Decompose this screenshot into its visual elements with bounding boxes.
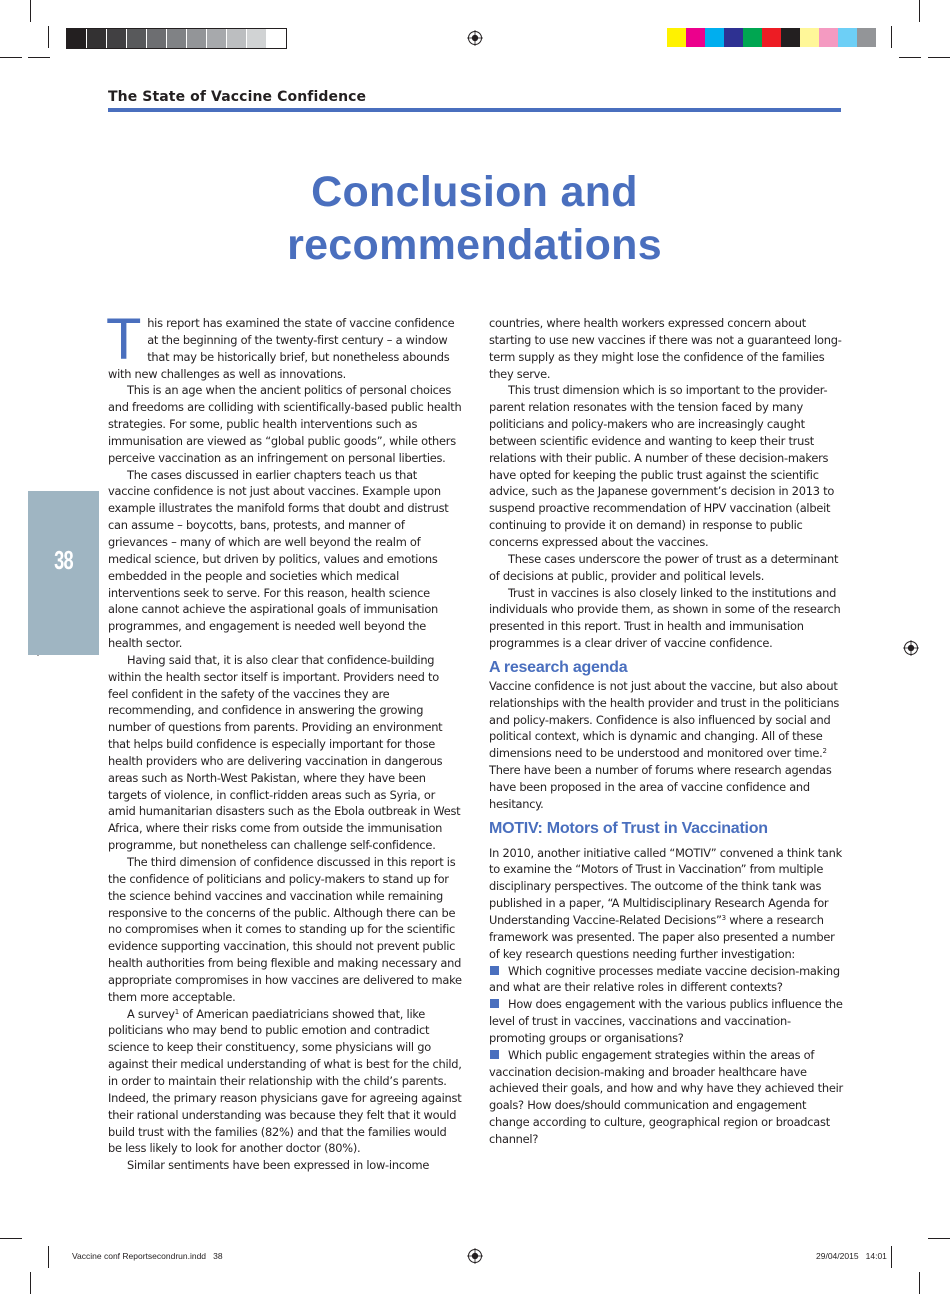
color-patch — [800, 28, 819, 47]
gray-patch — [247, 29, 267, 48]
gray-patch — [67, 29, 87, 48]
color-patch — [743, 28, 762, 47]
color-patch — [724, 28, 743, 47]
title-line-1: Conclusion and — [311, 168, 638, 216]
color-patch — [781, 28, 800, 47]
gray-patch — [107, 29, 127, 48]
registration-mark-icon — [467, 1248, 483, 1264]
crop-mark — [30, 0, 31, 22]
gray-patch — [147, 29, 167, 48]
gray-patch — [187, 29, 207, 48]
running-head: The State of Vaccine Confidence — [108, 89, 367, 105]
square-bullet-icon — [490, 966, 499, 975]
body-paragraph: This is an age when the ancient politics of personal choices and freedoms are colliding with scientifically-based public health strategies. For some, public health interventions such as immunisation are viewed as “global public goods”, while others perceive vaccination as an infringement on personal liberties. — [108, 383, 462, 465]
bullet-item: Which cognitive processes mediate vaccine decision-making and what are their relative roles in different contexts? — [489, 963, 840, 995]
title-line-2: recommendations — [287, 221, 662, 269]
body-paragraph: The cases discussed in earlier chapters teach us that vaccine confidence is not just about vaccines. Example upon example illustrates the manifold forms that doubt and distrust can assume – boycotts, bans, protests, and manner of grievances – many of which are well beyond the realm of medical science, but driven by politics, values and emotions embedded in the people and societies which medical interventions seek to serve. For this reason, health science alone cannot achieve the aspirational goals of immunisation programmes, and engagement is needed well beyond the health sector. — [108, 467, 449, 651]
color-patch — [667, 28, 686, 47]
section-heading-research-agenda: A research agenda — [489, 658, 628, 676]
left-column — [106, 307, 462, 1174]
intro-paragraph: This report has examined the state of vaccine confidence at the beginning of the twenty-first century – a window that may be historically brief, but nonetheless abounds with new challenges as well as innovations. — [106, 307, 455, 381]
bullet-item: How does engagement with the various publics influence the level of trust in vaccines, vaccinations and vaccination-promoting groups or organisations? — [489, 997, 843, 1045]
color-patch — [686, 28, 705, 47]
drop-cap: T — [106, 307, 142, 372]
crop-mark — [0, 1238, 22, 1239]
color-patch — [819, 28, 838, 47]
footnote-ref: 3 — [721, 914, 726, 922]
crop-mark — [30, 1272, 31, 1294]
crop-mark — [919, 0, 920, 22]
body-paragraph: This trust dimension which is so important to the provider-parent relation resonates with the tension faced by many politicians and policy-makers who are increasingly caught between scientific evidence and wanting to keep their trust relations with their public. A number of these decision-makers have opted for keeping the public trust against the scientific advice, such as the Japanese government’s decision in 2013 to suspend proactive recommendation of HPV vaccination (albeit continuing to provide it on demand) in response to public concerns expressed about the vaccines. — [489, 383, 835, 549]
header-rule — [108, 108, 841, 112]
page-number-tab — [28, 491, 99, 655]
footnote-ref: 2 — [822, 747, 827, 756]
registration-mark-icon — [903, 640, 919, 656]
gray-patch — [127, 29, 147, 48]
gray-patch — [167, 29, 187, 48]
body-paragraph: Trust in vaccines is also closely linked to the institutions and individuals who provide them, as shown in some of the research presented in this report. Trust in health and immunisation programmes is a clear driver of vaccine confidence. — [489, 585, 841, 651]
square-bullet-icon — [490, 999, 499, 1008]
gray-patch — [87, 29, 107, 48]
body-paragraph: countries, where health workers expressed concern about starting to use new vaccines if there was not a guaranteed long-term supply as they might lose the confidence of the families they serve. — [489, 316, 842, 381]
crop-mark — [891, 1246, 892, 1268]
crop-mark — [28, 57, 50, 58]
color-patch — [762, 28, 781, 47]
page-title — [108, 166, 841, 272]
body-paragraph: Similar sentiments have been expressed in low-income — [127, 1158, 430, 1173]
crop-mark — [899, 57, 921, 58]
gray-patch — [267, 29, 286, 48]
crop-mark — [0, 57, 22, 58]
right-column — [489, 315, 845, 1148]
registration-mark-icon — [467, 30, 483, 46]
color-patch — [857, 28, 876, 47]
grayscale-control-bar — [66, 28, 287, 49]
crop-mark — [891, 26, 892, 48]
color-control-bar — [667, 28, 876, 47]
bullet-item: Which public engagement strategies within the areas of vaccination decision-making and broader healthcare have achieved their goals, and how and why have they achieved their goals? How does/should communication and engagement change according to culture, geographical region or broadcast channel? — [489, 1047, 843, 1146]
body-paragraph: A survey$^1$ of American paediatricians showed that, like politicians who may bend to public emotion and contradict science to keep their constituency, some physicians will go against their medical understanding of what is best for the child, in order to maintain their relationship with the child’s parents. Indeed, the primary reason physicians gave for agreeing against their rational understanding was because they felt that it would build trust with the families (82%) and that the families would be less likely to look for another doctor (80%). — [108, 1006, 462, 1156]
body-paragraph: Having said that, it is also clear that confidence-building within the health sector itself is important. Providers need to feel confident in the safety of the vaccines they are recommending, and confidence in answering the growing number of questions from parents. Providing an environment that helps build confidence is especially important for those health providers who are delivering vaccination in dangerous areas such as North-West Pakistan, where they have been targets of violence, in conflict-ridden areas such as Syria, or amid humanitarian disasters such as the Ebola outbreak in West Africa, where their risks come from outside the immunisation programme, but nonetheless can challenge self-confidence. — [108, 652, 461, 853]
body-paragraph: The third dimension of confidence discussed in this report is the confidence of politicians and policy-makers to stand up for the science behind vaccines and vaccination while remaining responsive to the concerns of the public. Although there can be no compromises when it comes to standing up for the scientific evidence supporting vaccination, this should not prevent public health authorities from being flexible and making necessary and appropriate compromises in how vaccines are delivered to make them more acceptable. — [108, 855, 462, 1004]
gray-patch — [227, 29, 247, 48]
crop-mark — [928, 1238, 950, 1239]
crop-mark — [919, 1272, 920, 1294]
crop-mark — [928, 57, 950, 58]
footnote-ref: 1 — [174, 1007, 179, 1016]
color-patch — [705, 28, 724, 47]
color-patch — [838, 28, 857, 47]
body-paragraph: These cases underscore the power of trust as a determinant of decisions at public, provider and political levels. — [489, 551, 839, 583]
body-paragraph: Vaccine confidence is not just about the vaccine, but also about relationships with the health provider and trust in the politicians and policy-makers. Confidence is also influenced by social and political context, which is dynamic and changing. All of these dimensions need to be understood and monitored over time.$^2$ There have been a number of forums where research agendas have been proposed in the area of vaccine confidence and hesitancy. — [489, 678, 840, 811]
section-heading-motiv: MOTIV: Motors of Trust in Vaccination — [489, 819, 768, 837]
crop-mark — [48, 1246, 49, 1268]
file-slug: Vaccine conf Reportsecondrun.indd 38 — [72, 1251, 223, 1261]
body-paragraph: In 2010, another initiative called “MOTIV” convened a think tank to examine the “Motors of Trust in Vaccination” from multiple disciplinary perspectives. The outcome of the think tank was published in a paper, “A Multidisciplinary Research Agenda for Understanding Vaccine-Related Decisions”$^3$ where a research framework was presented. The paper also presented a number of key research questions needing further investigation: — [489, 845, 842, 961]
crop-mark — [48, 26, 49, 48]
gray-patch — [207, 29, 227, 48]
page-number: 38 — [54, 545, 73, 575]
date-slug: 29/04/2015 14:01 — [816, 1251, 887, 1261]
square-bullet-icon — [490, 1050, 499, 1059]
